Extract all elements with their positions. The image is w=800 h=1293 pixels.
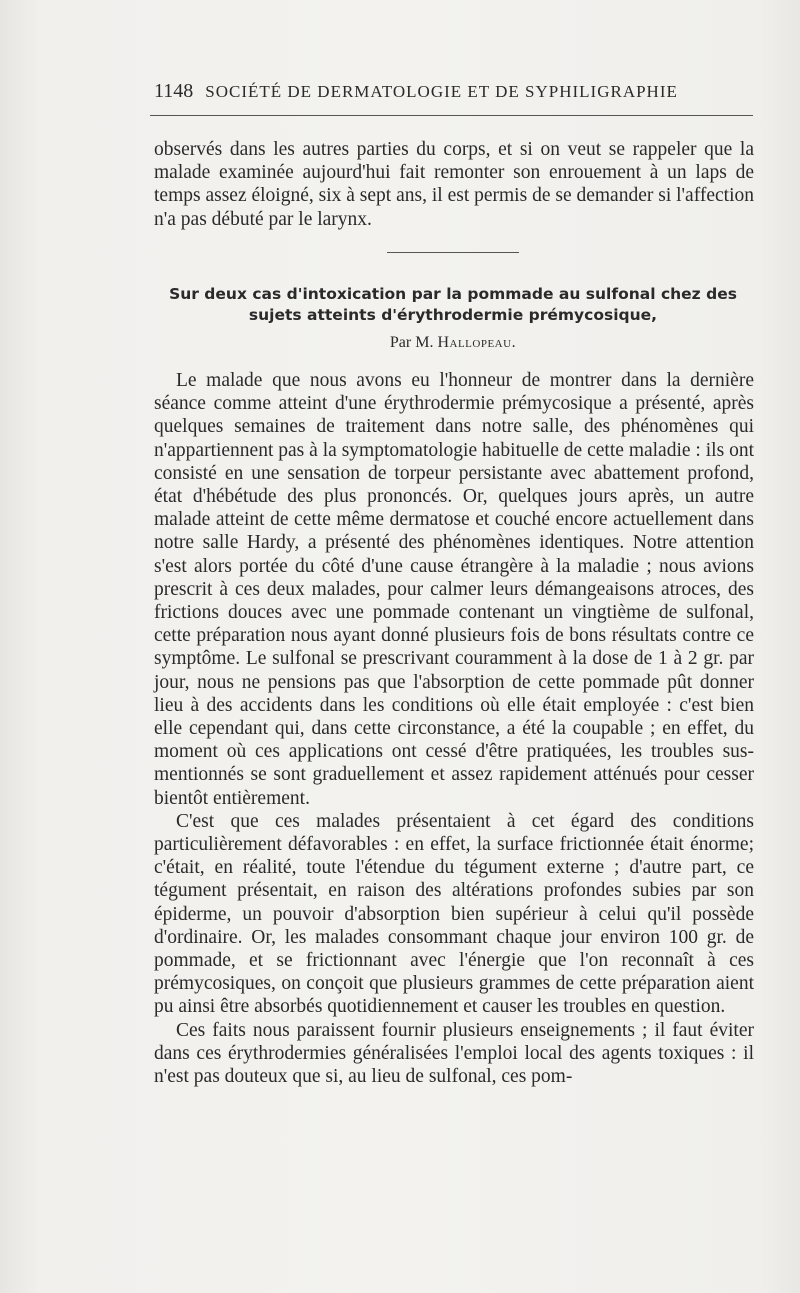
body-paragraph: Ces faits nous paraissent fournir plusieurs enseignements ; il faut éviter dans ces érythrodermies généralisées l'emploi local des agents toxiques : il n'est pas douteux que si, au lieu de sulfonal, ces pom- [154,1019,754,1088]
body-paragraph: Le malade que nous avons eu l'honneur de montrer dans la dernière séance comme atteint d'une érythrodermie prémycosique a présenté, après quelques semaines de traitement dans notre salle, des phénomènes qui n'appartiennent pas à la symptomatologie habituelle de cette maladie : ils ont consisté en une sensation de torpeur persistante avec abattement profond, état d'hébétude des plus prononcés. Or, quelques jours après, un autre malade atteint de cette même dermatose et couché encore actuellement dans notre salle Hardy, a présenté des phénomènes identiques. Notre attention s'est alors portée du côté d'une cause étrangère à la maladie ; nous avions prescrit à ces deux malades, pour calmer leurs démangeaisons atroces, des frictions douces avec une pommade contenant un vingtième de sulfonal, cette préparation nous ayant donné plusieurs fois de bons résultats contre ce symptôme. Le sulfonal se prescrivant couramment à la dose de 1 à 2 gr. par jour, nous ne pensions pas que l'absorption de cette pommade pût donner lieu à des accidents dans les conditions où elle était employée : c'est bien elle cependant qui, dans cette circonstance, a été la coupable ; en effet, du moment où ces applications ont cessé d'être pratiquées, les troubles sus-mentionnés se sont graduellement et assez rapidement atténués pour cesser bientôt entièrement. [154,370,754,809]
author-name: Hallopeau. [437,334,517,351]
article-byline [150,334,756,352]
article-title: Sur deux cas d'intoxication par la pommade au sulfonal chez des sujets atteints d'érythrodermie prémycosique, [169,285,737,324]
header-rule [150,115,753,116]
article-body [154,369,754,1088]
intro-paragraph: observés dans les autres parties du corps, et si on veut se rappeler que la malade examinée aujourd'hui fait remonter son enrouement à un laps de temps assez éloigné, six à sept ans, il est permis de se demander si l'affection n'a pas débuté par le larynx. [154,139,754,230]
running-header [154,80,754,103]
intro-text-block [154,138,754,231]
byline-prefix: Par M. [389,334,434,351]
page-number: 1148 [154,80,194,102]
section-divider [387,252,519,253]
running-title: SOCIÉTÉ DE DERMATOLOGIE ET DE SYPHILIGRAPHIE [205,82,678,101]
body-paragraph: C'est que ces malades présentaient à cet égard des conditions particulièrement défavorables : en effet, la surface frictionnée était énorme; c'était, en réalité, toute l'étendue du tégument externe ; d'autre part, ce tégument présentait, en raison des altérations profondes subies par son épiderme, un pouvoir d'absorption bien supérieur à celui qu'il possède d'ordinaire. Or, les malades consommant chaque jour environ 100 gr. de pommade, et se frictionnant avec l'énergie que l'on reconnaît à ces prémycosiques, on conçoit que plusieurs grammes de cette préparation aient pu ainsi être absorbés quotidiennement et causer les troubles en question. [154,810,754,1018]
